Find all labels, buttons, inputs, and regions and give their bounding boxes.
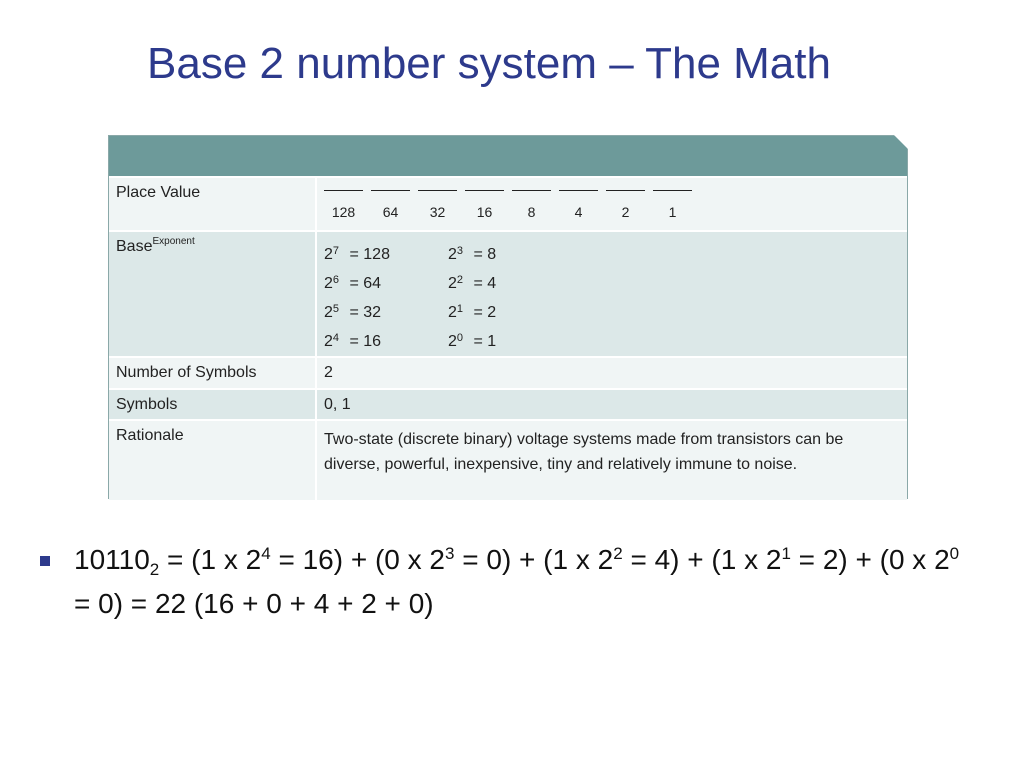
place-value-blank	[559, 190, 598, 191]
rationale-text: Two-state (discrete binary) voltage systems made from transistors can be diverse, powerful, inexpensive, tiny and relatively immune to noise.	[324, 431, 844, 473]
place-value-blank	[371, 190, 410, 191]
exponent-item: $2^7 = 128$	[324, 245, 390, 263]
place-value-blank	[324, 190, 363, 191]
place-value-number: 4	[574, 204, 583, 220]
place-value-cell	[319, 178, 907, 232]
place-value-number: 16	[476, 204, 493, 220]
place-value-number: 64	[382, 204, 399, 220]
power-superscript: 3	[445, 544, 455, 563]
row-rationale	[109, 419, 907, 500]
header-corner	[894, 135, 908, 149]
place-value-blank	[465, 190, 504, 191]
row-place-value	[109, 176, 907, 232]
row-label: Number of Symbols	[109, 358, 317, 390]
row-value	[319, 421, 907, 500]
exponent-item: $2^3 = 8$	[448, 245, 497, 263]
exponent-superscript: Exponent	[152, 236, 195, 247]
bullet-square-icon	[40, 556, 50, 566]
row-label: Symbols	[109, 390, 317, 421]
place-value-blank	[418, 190, 457, 191]
place-value-number: 128	[331, 204, 356, 220]
power-superscript: 1	[781, 544, 791, 563]
place-value-blank	[653, 190, 692, 191]
place-value-blank	[512, 190, 551, 191]
base-subscript: 2	[149, 560, 160, 579]
exponent-item: $2^0 = 1$	[448, 332, 497, 350]
bullet-conversion-text: $10110_2 = (1$ x $2^4 = 16) + (0$ x $2^3 = 0) + (1$ x $2^2 = 4) + (1$ x $2^1 = 2) + (0$ x $2^0 = 0) = 22$ (16 + 0 + 4 + 2 + 0)	[74, 544, 960, 619]
row-label: Rationale	[109, 421, 317, 500]
row-symbols	[109, 388, 907, 421]
slide-title: Base 2 number system – The Math	[147, 39, 831, 88]
place-value-number: 32	[429, 204, 446, 220]
exponent-item: $2^2 = 4$	[448, 274, 497, 292]
binary-table	[108, 135, 908, 499]
place-value-number: 1	[668, 204, 677, 220]
row-value: 2	[324, 364, 333, 381]
place-value-blank	[606, 190, 645, 191]
row-label: Place Value	[109, 178, 317, 232]
exponent-item: $2^6 = 64$	[324, 274, 382, 292]
exponent-item: $2^5 = 32$	[324, 303, 382, 321]
binary-number: 10110	[74, 544, 150, 575]
power-superscript: 2	[613, 544, 623, 563]
place-value-number: 8	[527, 204, 536, 220]
place-value-number: 2	[621, 204, 630, 220]
table-header-bar	[109, 136, 907, 176]
row-number-of-symbols	[109, 356, 907, 390]
row-base-exponent	[109, 230, 907, 358]
exponent-cell	[319, 232, 907, 358]
exponent-item: $2^4 = 16$	[324, 332, 382, 350]
base-label: Base	[116, 238, 153, 255]
power-superscript: 0	[949, 544, 960, 563]
row-value: 0, 1	[324, 396, 351, 413]
exponent-item: $2^1 = 2$	[448, 303, 497, 321]
row-label	[109, 232, 317, 358]
power-superscript: 4	[261, 544, 271, 563]
